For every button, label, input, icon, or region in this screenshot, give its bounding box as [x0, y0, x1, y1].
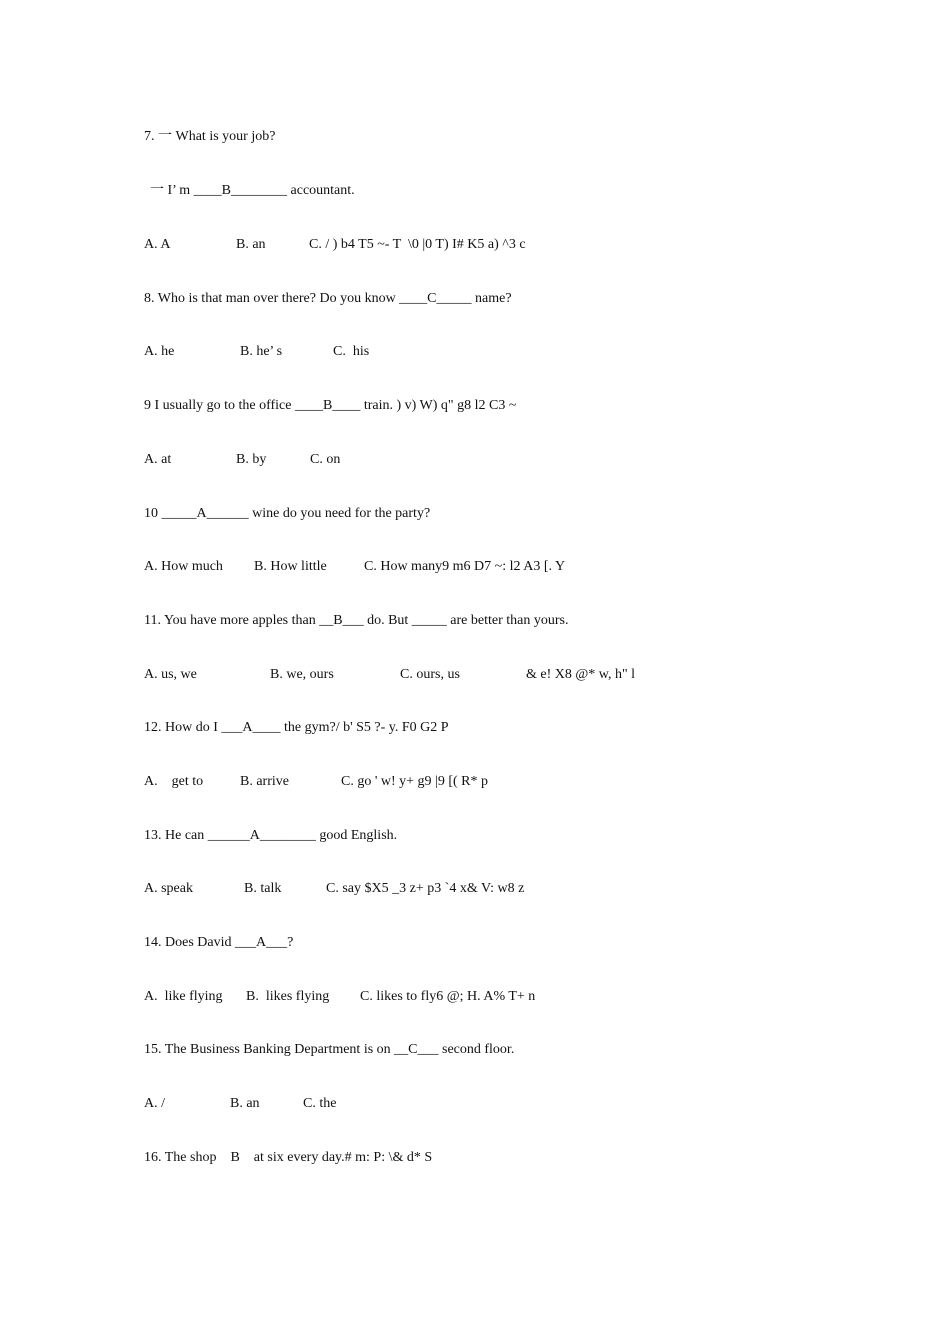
option-a: A. get to — [144, 774, 204, 789]
option-c: C. his — [333, 344, 370, 359]
question-9: 9 I usually go to the office ____B____ train. ) v) W) q" g8 l2 C3 ~ — [144, 398, 517, 413]
question-15: 15. The Business Banking Department is on __C___ second floor. — [144, 1042, 515, 1057]
option-a: A. A — [144, 237, 171, 252]
option-b: B. How little — [254, 559, 327, 574]
option-c: C. say $X5 _3 z+ p3 `4 x& V: w8 z — [326, 881, 525, 896]
option-c: C. the — [303, 1096, 337, 1111]
option-a: A. How much — [144, 559, 223, 574]
option-a: A. like flying — [144, 989, 223, 1004]
option-b: B. arrive — [240, 774, 289, 789]
option-b: B. an — [230, 1096, 260, 1111]
option-a: A. he — [144, 344, 175, 359]
question-10: 10 _____A______ wine do you need for the party? — [144, 506, 431, 521]
option-c: C. likes to fly6 @; H. A% T+ n — [360, 989, 536, 1004]
question-7-answer-line: 一 I’ m ____B________ accountant. — [150, 183, 355, 198]
option-a: A. at — [144, 452, 172, 467]
option-b: B. we, ours — [270, 667, 334, 682]
option-b: B. likes flying — [246, 989, 330, 1004]
option-c: C. go ' w! y+ g9 |9 [( R* p — [341, 774, 488, 789]
question-11: 11. You have more apples than __B___ do. But _____ are better than yours. — [144, 613, 569, 628]
option-a: A. speak — [144, 881, 193, 896]
question-13: 13. He can ______A________ good English. — [144, 828, 398, 843]
option-c: C. How many9 m6 D7 ~: l2 A3 [. Y — [364, 559, 566, 574]
option-a: A. us, we — [144, 667, 197, 682]
question-12: 12. How do I ___A____ the gym?/ b' S5 ?- y. F0 G2 P — [144, 720, 449, 735]
option-extra-text: & e! X8 @* w, h" l — [526, 667, 636, 682]
option-b: B. an — [236, 237, 266, 252]
option-b: B. he’ s — [240, 344, 283, 359]
option-c: C. on — [310, 452, 341, 467]
question-14: 14. Does David ___A___? — [144, 935, 294, 950]
option-c: C. / ) b4 T5 ~- T \0 |0 T) I# K5 a) ^3 c — [309, 237, 526, 252]
question-7: 7. 一 What is your job? — [144, 129, 276, 144]
question-8: 8. Who is that man over there? Do you know ____C_____ name? — [144, 291, 512, 306]
question-16: 16. The shop B at six every day.# m: P: \& d* S — [144, 1150, 433, 1165]
option-b: B. by — [236, 452, 267, 467]
option-a: A. / — [144, 1096, 165, 1111]
option-c: C. ours, us — [400, 667, 460, 682]
option-b: B. talk — [244, 881, 282, 896]
